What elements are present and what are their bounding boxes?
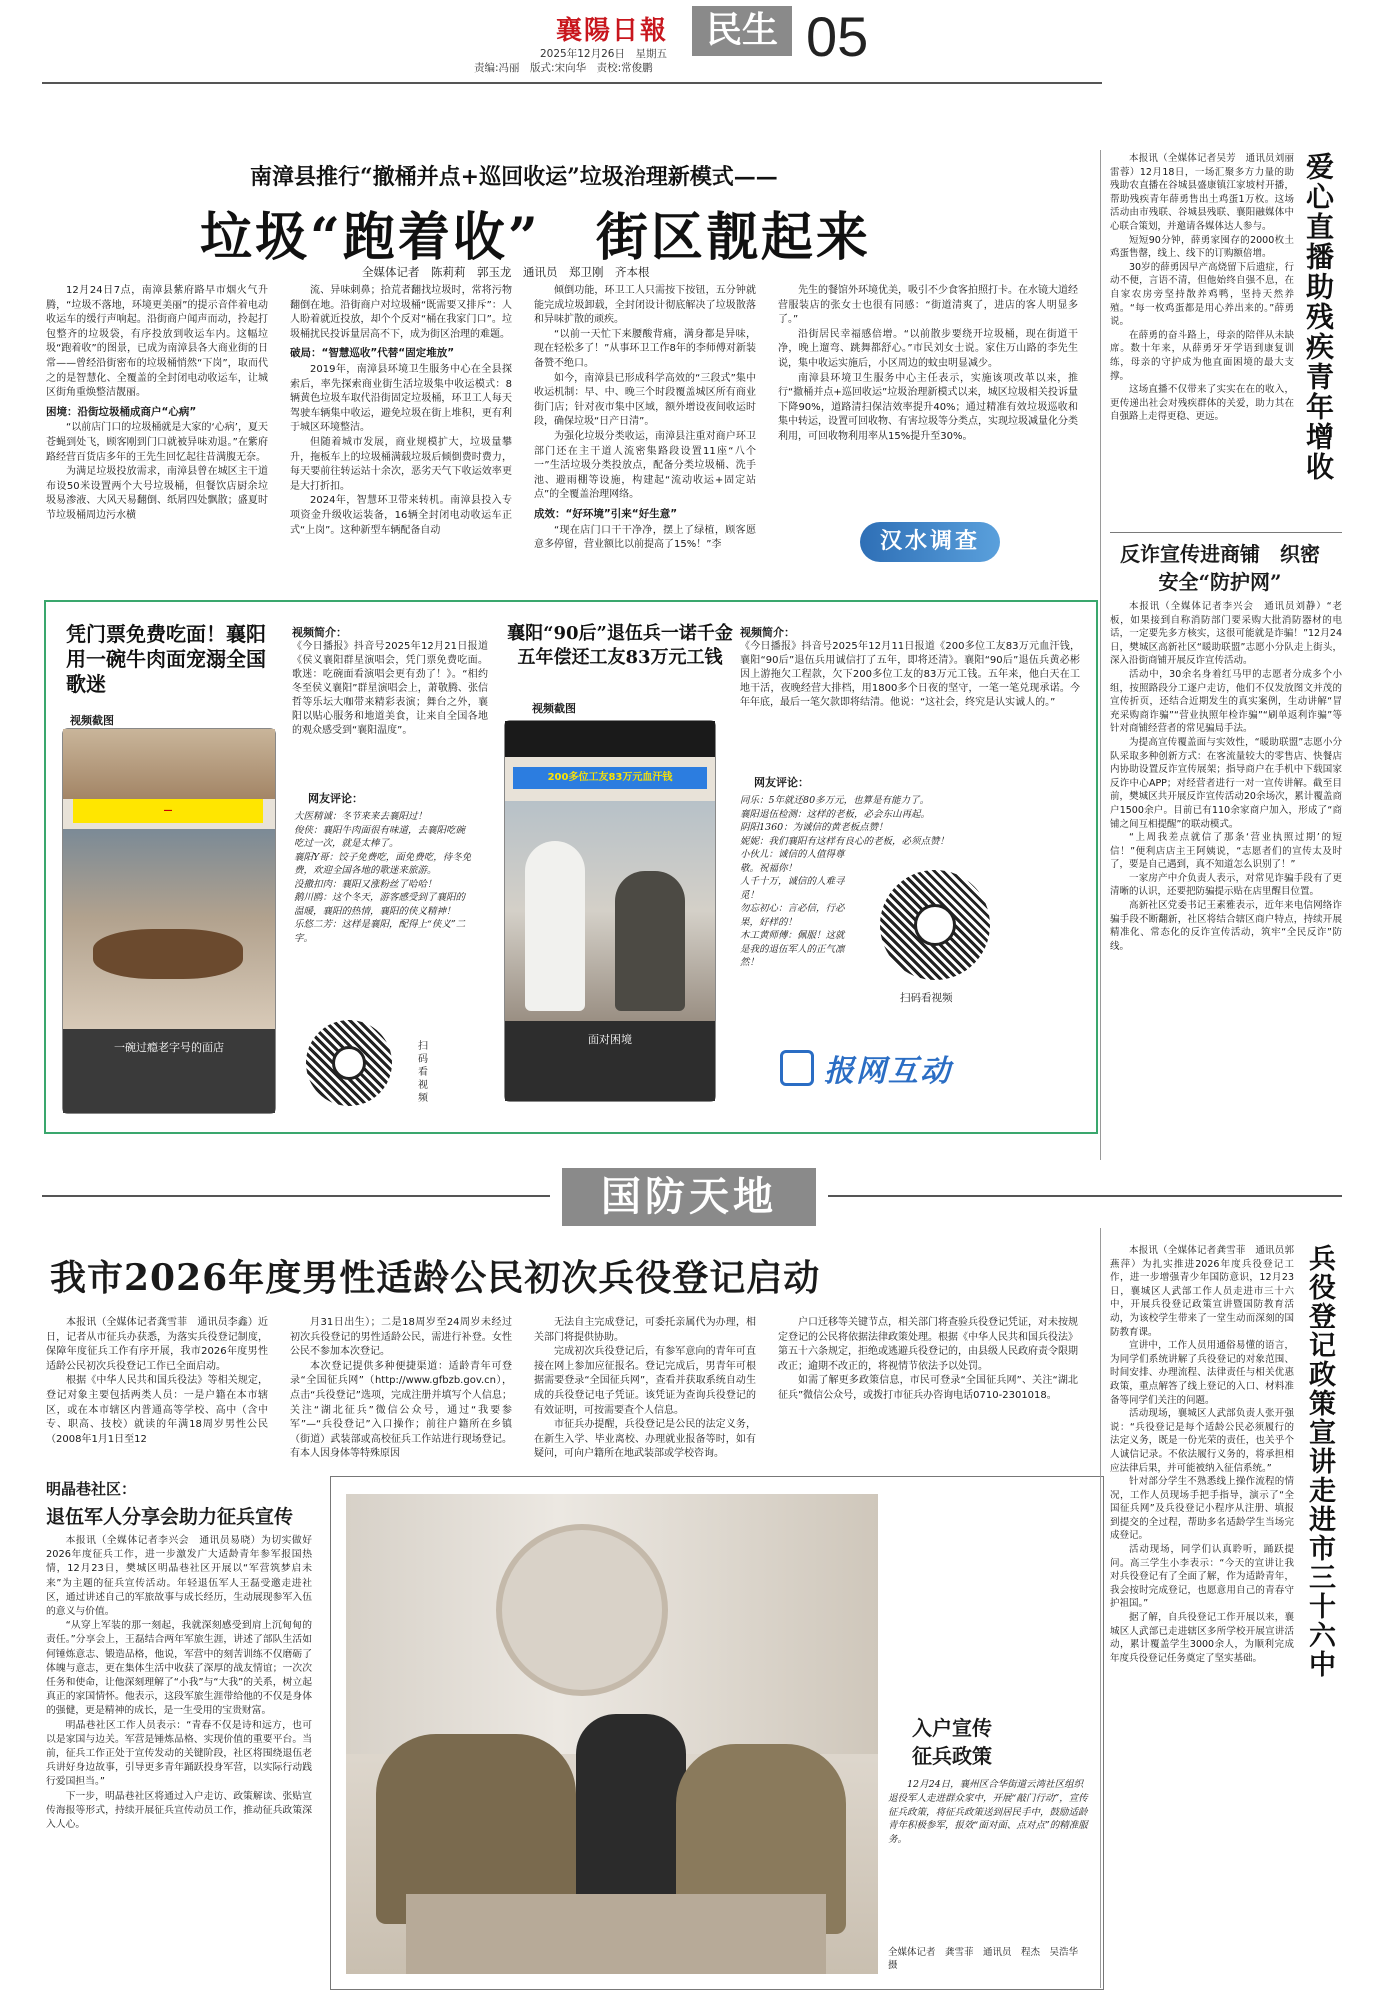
story2-intro-head: 视频简介： [740, 626, 795, 639]
story1-comment-6: 乐悠二芳：这样是襄阳，配得上“侠义”二字。 [294, 919, 466, 944]
lead-col-1 [46, 284, 268, 586]
defense-col-4 [778, 1316, 1078, 1464]
story2-qr-code[interactable] [880, 870, 990, 980]
military-policy-title: 兵役登记政策宣讲走进市三十六中 [1304, 1244, 1335, 1679]
investigation-badge [860, 522, 1000, 562]
lead-col3-subhead: 成效：“好环境”引来“好生意” [534, 507, 678, 520]
interaction-badge-label: 报网互动 [824, 1054, 952, 1089]
investigation-badge-label: 汉水调查 [879, 529, 980, 554]
defense-rule-right [828, 1195, 1342, 1197]
story2-comments-head: 网友评论： [754, 776, 809, 789]
lead-col3-para-2: “以前一天忙下来腰酸背痛，满身都是异味，现在轻松多了！”从事环卫工作8年的李师傅对新装备赞不绝口。 [534, 328, 756, 369]
livestream-para-5: 这场直播不仅带来了实实在在的收入，更传递出社会对残疾群体的关爱，助力其在自强路上走得更稳、更远。 [1110, 384, 1294, 423]
story1-comment-4: 没撒扣肉：襄阳又涨粉丝了哈哈！ [294, 878, 437, 890]
story2-intro: 《今日播报》抖音号2025年12月11日报道《200多位工友83万元血汗钱，襄阳“90后”退伍兵用诚信打了五年，即将还清》。襄阳“90后”退伍兵黄必彬因上游拖欠工程款，欠下200多位工友的83万元工钱。五年来，他白天在工地干活，夜晚经营大排档，用1800多个日夜的坚守，一笔一笔兑现承诺。今年年底，最后一笔欠款即将结清。他说：“这社会，终究是认实诚人的。” [740, 641, 1080, 708]
anti-fraud-para-6: 高新社区党委书记王素雅表示，近年来电信网络诈骗手段不断翻新，社区将结合辖区商户特点，持续开展精准化、常态化的反诈宣传活动，筑牢“全民反诈”防线。 [1110, 900, 1342, 952]
story1-phone-screenshot: — 一碗过瘾老字号的面店 [62, 728, 276, 1114]
defense-headline: 我市2026年度男性适龄公民初次兵役登记启动 [50, 1257, 821, 1299]
play-icon [914, 904, 956, 946]
military-para-1: 本报讯（全媒体记者龚雪菲 通讯员郭燕萍）为扎实推进2026年度兵役登记工作，进一步增强青少年国防意识，12月23日，襄城区人武部工作人员走进市三十六中，开展兵役登记政策宣讲暨国防教育活动，为该校学生带来了一堂生动而深刻的国防教育课。 [1110, 1245, 1294, 1338]
photo-title-1: 入户宣传 [912, 1716, 992, 1740]
military-para-4: 针对部分学生不熟悉线上操作流程的情况，工作人员现场手把手指导，演示了“全国征兵网”及兵役登记小程序从注册、填报到提交的全过程，帮助多名适龄学生当场完成登记。 [1110, 1476, 1294, 1542]
lead-col4-para-3: 南漳县环境卫生服务中心主任表示，实施该项改革以来，推行“撤桶并点+巡回收运”垃圾治理新模式以来，城区垃圾相关投诉量下降90%，道路清扫保洁效率提升40%；通过精准有效垃圾巡收和集中转运，设置可回收物、有害垃圾等分类点，实现垃圾减量化分类利用，可回收物利用率从15%提升至30%。 [778, 372, 1078, 442]
lead-col2-para: 流、异味刺鼻；拾荒者翻找垃圾时，常将污物翻倒在地。沿街商户对垃圾桶“既需要又排斥”：人人盼着就近投放，却个个反对“桶在我家门口”。垃圾桶扰民投诉量居高不下，成为街区治理的难题。 [290, 285, 512, 340]
story2-comment-2: 襄阳退伍检测：这样的老板，必会东山再起。 [740, 808, 931, 820]
lead-col2b-para-1: 2019年，南漳县环境卫生服务中心在全县探索后，率先探索商业街生活垃圾集中收运模式：8辆黄色垃圾车取代沿街固定垃圾桶，环卫工人每天驾驶车辆集中收运，避免垃圾在街上堆积，更有利于城区环境整洁。 [290, 363, 512, 434]
defense-col1-para-2: 根据《中华人民共和国兵役法》等相关规定，登记对象主要包括两类人员：一是户籍在本市辖区，或在本市辖区内普通高等学校、高中（含中专、职高、技校）就读的年满18周岁男性公民（2008年1月1日至12 [46, 1375, 268, 1445]
story1-phone-caption: 一碗过瘾老字号的面店 [114, 1041, 224, 1054]
anti-fraud-para-5: 一家房产中介负责人表示，对常见诈骗手段有了更清晰的认识，还要把防骗提示贴在店里醒目位置。 [1110, 872, 1342, 898]
anti-fraud-para-2: 活动中，30余名身着红马甲的志愿者分成多个小组，按照路段分工逐户走访，他们不仅发放图文并茂的宣传折页，还结合近期发生的真实案例，生动讲解“冒充采购商诈骗”“营业执照年检诈骗”“刷单返利诈骗”等针对商铺经营者的常见骗局手法。 [1110, 668, 1342, 735]
disabled-livestream-body [1110, 152, 1304, 524]
section-badge [692, 6, 792, 56]
lead-col-2 [290, 284, 512, 586]
lead-col1b-para-2: 为满足垃圾投放需求，南漳县曾在城区主干道布设50米设置两个大号垃圾桶，但餐饮店厨余垃圾易渗液、大风天易翻倒、纸屑四处飘散；盛夏时节垃圾桶周边污水横 [46, 466, 268, 521]
lead-col3-para-1: 倾倒功能，环卫工人只需按下按钮，五分钟就能完成垃圾卸载，全封闭设计彻底解决了垃圾散落和异味扩散的顽疾。 [534, 285, 756, 326]
section-name: 民生 [705, 10, 778, 51]
story1-intro-head: 视频简介： [292, 626, 347, 639]
page-number: 05 [806, 5, 869, 68]
defense-col3-para-1: 无法自主完成登记，可委托亲属代为办理，相关部门将提供协助。 [534, 1317, 756, 1343]
story1-qr-label: 扫码看视频 [418, 1041, 428, 1104]
story1-comment-3: 襄阳Y哥：饺子免费吃，面免费吃，待冬免费，欢迎全国各地的歌迷来旅游。 [294, 851, 472, 876]
lead-byline: 全媒体记者 陈莉莉 郭玉龙 通讯员 郑卫刚 齐本根 [362, 265, 650, 279]
anti-fraud-para-1: 本报讯（全媒体记者李兴会 通讯员刘静）“老板，如果接到自称消防部门要采购大批消防器材的电话，一定要先多方核实，这很可能就是诈骗！”12月24日，樊城区高新社区“暖助联盟”志愿小分队走上街头，深入沿街商铺开展反诈宣传活动。 [1110, 601, 1342, 667]
defense-col-1 [46, 1316, 268, 1464]
defense-col4-para-1: 户口迁移等关键节点，相关部门将查验兵役登记凭证，对未按规定登记的公民将依据法律政策处理。根据《中华人民共和国兵役法》第五十六条规定，拒绝或逃避兵役登记的，由县级人民政府责令限期改正；逾期不改正的，将视情节依法予以处罚。 [778, 1317, 1078, 1372]
livestream-para-3: 30岁的薛勇因早产高烧留下后遗症，行动不便，言语不清，但他始终自强不息，在自家农房旁坚持散养鸡鸭，坚持天然养殖。“每一枚鸡蛋都是用心养出来的。”薛勇说。 [1110, 261, 1294, 328]
story2-comment-7: 勿忘初心：言必信，行必果，好样的！ [740, 903, 845, 928]
anti-fraud-title: 反诈宣传进商铺 织密安全“防护网” [1120, 542, 1320, 594]
veteran-title: 退伍军人分享会助力征兵宣传 [46, 1506, 294, 1528]
lead-col1-para: 12月24日7点，南漳县紫府路早市烟火气升腾，“垃圾不落地，环境更美丽”的提示音伴着电动收运车的缓行声响起。沿街商户闻声而动，拎起打包整齐的垃圾袋，有序投放到收运车内。这幅垃圾“跑着收”的图景，已成为南漳县各大商业街的日常——曾经沿街密布的垃圾桶悄然“下岗”，取而代之的是智慧化、全覆盖的全封闭电动收运车，让城区街角重焕整洁靓丽。 [46, 285, 268, 399]
story2-comment-8: 木工黄师傅：佩服！这就是我的退伍军人的正气凛然！ [740, 930, 845, 968]
story2-qr-label: 扫码看视频 [900, 992, 953, 1004]
lead-right-divider [1100, 150, 1101, 1160]
veteran-para-1: 本报讯（全媒体记者李兴会 通讯员易晓）为切实做好2026年度征兵工作，进一步激发广大适龄青年参军报国热情，12月23日，樊城区明晶巷社区开展以“军营筑梦启未来”为主题的征兵宣传活动。年轻退伍军人王磊受邀走进社区，通过讲述自己的军旅故事与成长经历，生动展现参军入伍的意义与价值。 [46, 1535, 312, 1618]
military-policy-body [1110, 1244, 1294, 1988]
story1-comment-2: 俊侠：襄阳牛肉面很有味道，去襄阳吃碗吃过一次，就是太棒了。 [294, 824, 466, 849]
lead-col4-para-1: 先生的餐馆外环境优美，吸引不少食客拍照打卡。在水镜大道经营服装店的张女士也很有同感：“街道清爽了，进店的客人明显多了。” [778, 285, 1078, 326]
story1-comments-head: 网友评论： [308, 792, 363, 805]
home-visit-photo [346, 1494, 878, 1974]
military-para-3: 活动现场，襄城区人武部负责人张开强说：“兵役登记是每个适龄公民必须履行的法定义务，既是一份光荣的责任，也关乎个人诚信记录。不依法履行义务的，将承担相应法律后果，并可能被纳入征信系统。” [1110, 1408, 1294, 1474]
defense-rule-left [42, 1195, 550, 1197]
story2-title: 襄阳“90后”退伍兵一诺千金五年偿还工友83万元工钱 [507, 623, 733, 668]
lead-col3b-para: “现在店门口干干净净，摆上了绿植，顾客愿意多停留，营业额比以前提高了15%！”李 [534, 524, 756, 551]
story1-comments [294, 810, 472, 945]
defense-banner-label: 国防天地 [601, 1174, 777, 1220]
disabled-livestream-title: 爱心直播助残疾青年增收 [1302, 152, 1335, 482]
defense-col4-para-2: 如需了解更多政策信息，市民可登录“全国征兵网”、关注“湖北征兵”微信公众号，或拨打市征兵办咨询电话0710-2301018。 [778, 1375, 1078, 1401]
defense-right-divider [1100, 1228, 1101, 1988]
defense-col2-para-1: 月31日出生）；二是18周岁至24周岁未经过初次兵役登记的男性适龄公民，需进行补登。女性公民不参加本次登记。 [290, 1317, 512, 1358]
defense-col3-para-3: 市征兵办提醒，兵役登记是公民的法定义务，在新生入学、毕业离校、办理就业报备等时，如有疑问，可向户籍所在地武装部或学校咨询。 [534, 1419, 756, 1460]
lead-col2-subhead: 破局：“智慧巡收”代替“固定堆放” [290, 347, 455, 360]
story1-comment-5: 鹅川鸥：这个冬天，游客感受到了襄阳的温暖，襄阳的热情，襄阳的侠义精神！ [294, 892, 466, 917]
play-icon [332, 1046, 366, 1080]
veteran-para-4: 下一步，明晶巷社区将通过入户走访、政策解读、张贴宣传海报等形式，持续开展征兵宣传动员工作，推动征兵政策深入人心。 [46, 1790, 312, 1831]
date-line: 2025年12月26日 星期五 [540, 48, 667, 60]
lead-col3-para-4: 为强化垃圾分类收运，南漳县注重对商户环卫部门还在主干道人流密集路段设置11座“八个一”生活垃圾分类投放点，配备分类垃圾桶、洗手池、避雨棚等设施，构建起“流动收运+固定站点”的全覆盖治理网络。 [534, 430, 756, 501]
military-para-6: 据了解，自兵役登记工作开展以来，襄城区人武部已走进辖区多所学校开展宣讲活动，累计覆盖学生3000余人，为顺利完成年度兵役登记任务奠定了坚实基础。 [1110, 1612, 1294, 1664]
livestream-para-2: 短短90分钟，薛勇家囤存的2000枚土鸡蛋售罄，线上、线下的订购额倍增。 [1110, 234, 1294, 260]
phone-icon [780, 1050, 814, 1086]
story1-qr-code[interactable] [306, 1020, 392, 1106]
photo-credit: 全媒体记者 龚雪菲 通讯员 程杰 吴浩华 摄 [888, 1947, 1088, 1971]
military-para-5: 活动现场，同学们认真聆听，踊跃提问。高三学生小李表示：“今天的宣讲让我对兵役登记有了全面了解，作为适龄青年，我会按时完成登记，也愿意用自己的青春守护祖国。” [1110, 1544, 1294, 1610]
defense-banner [562, 1168, 816, 1226]
veteran-body [46, 1534, 312, 1982]
story1-video-label: 视频截图 [70, 714, 114, 727]
story2-comment-4: 妮妮：我们襄阳有这样有良心的老板，必须点赞！ [740, 835, 950, 847]
veteran-kicker: 明晶巷社区： [46, 1480, 137, 1498]
masthead-rule [42, 82, 1102, 84]
livestream-para-4: 在薛勇的奋斗路上，母亲的陪伴从未缺席。数十年来，从薛勇牙牙学语到康复训练，母亲的守护成为他直面困境的最大支撑。 [1110, 329, 1294, 382]
story1-intro: 《今日播报》抖音号2025年12月21日报道《侯义襄阳群星演唱会，凭门票免费吃面。歌迷：吃碗面看演唱会更有劲了！》。“相约冬至侯义襄阳”群星演唱会上，萧敬腾、张信哲等乐坛大咖带来精彩表演；舞台之外，襄阳以贴心服务和地道美食，让来自全国各地的观众感受到“襄阳温度”。 [292, 641, 488, 736]
anti-fraud-para-4: “上周我差点就信了那条‘营业执照过期’的短信！”便利店店主王阿姨说，“志愿者们的宣传太及时了，要是自己遇到，真不知道怎么识别了！” [1110, 832, 1342, 871]
lead-col1-subhead: 困境：沿街垃圾桶成商户“心病” [46, 405, 197, 418]
anti-fraud-para-3: 为提高宣传覆盖面与实效性，“暖助联盟”志愿小分队采取多种创新方式：在客流量较大的零售店、快餐店内协助设置反诈宣传展架；指导商户在手机中下载国家反诈中心APP；对经营者进行一对一宣传讲解。截至目前，樊城区共开展反诈宣传活动20余场次，累计覆盖商户1500余户。目前已有110余家商户加入，形成了“商铺之间互相提醒”的联动模式。 [1110, 736, 1342, 830]
editors-line: 责编:冯丽 版式:宋向华 责校:常俊鹏 [474, 62, 653, 74]
story2-comment-1: 同乐：5年就还80多万元，也算是有能力了。 [740, 795, 930, 806]
defense-col-2 [290, 1316, 512, 1464]
veteran-para-2: “从穿上军装的那一刻起，我就深刻感受到肩上沉甸甸的责任。”分享会上，王磊结合两年军旅生涯，讲述了部队生活如何锤炼意志、锻造品格，他说，军营中的刻苦训练不仅磨砺了体魄与意志，更在集体生活中收获了深厚的战友情谊；一次次任务和使命，让他深刻理解了“小我”与“大我”的关系，树立起真正的家国情怀。他表示，这段军旅生涯带给他的不仅是身体的强健，更是精神的成长，是一生受用的宝贵财富。 [46, 1620, 312, 1717]
lead-kicker: 南漳县推行“撤桶并点+巡回收运”垃圾治理新模式—— [250, 164, 778, 190]
defense-col-3 [534, 1316, 756, 1464]
story2-phone-banner: 200多位工友83万元血汗钱 [513, 767, 707, 789]
photo-caption: 12月24日，襄州区合华街道云湾社区组织退役军人走进群众家中，开展“敲门行动”，宣传征兵政策，将征兵政策送到居民手中，鼓励适龄青年积极参军，报效“面对面、点对点”的精准服务。 [888, 1779, 1088, 1846]
right-section-divider [1110, 532, 1342, 533]
lead-col4-para-2: 沿街居民幸福感倍增。“以前散步要绕开垃圾桶，现在街道干净，晚上遛弯、跳舞都舒心。”市民刘女士说。家住万山路的李先生说，集中收运实施后，小区周边的蚊虫明显减少。 [778, 328, 1078, 369]
lead-col-3 [534, 284, 756, 586]
defense-col2-para-2: 本次登记提供多种便捷渠道：适龄青年可登录“全国征兵网”（http://www.gfbzb.gov.cn），点击“兵役登记”选项，完成注册并填写个人信息；关注“湖北征兵”微信公众号，通过“我要参军”—“兵役登记”入口操作；前往户籍所在乡镇（街道）武装部或高校征兵工作站进行现场登记。有本人因身体等特殊原因 [290, 1360, 512, 1460]
lead-col3-para-3: 如今，南漳县已形成科学高效的“三段式”集中收运机制：早、中、晚三个时段覆盖城区所有商业街门店；针对夜市集中区域，额外增设夜间收运时段，确保垃圾“日产日清”。 [534, 372, 756, 428]
lead-col-4 [778, 284, 1078, 526]
paper-name: 襄陽日報 [556, 16, 669, 46]
story2-comment-3: 阴阳1360：为诚信的黄老板点赞！ [740, 822, 888, 833]
defense-col3-para-2: 完成初次兵役登记后，有参军意向的青年可直接在网上参加应征报名。登记完成后，男青年可根据需要登录“全国征兵网”，查看并获取系统自动生成的兵役登记电子凭证。该凭证为查询兵役登记的有效证明，可按需要查个人信息。 [534, 1346, 756, 1416]
livestream-para-1: 本报讯（全媒体记者吴芳 通讯员刘丽 雷蓉）12月18日，一场汇聚多方力量的助残助农直播在谷城县盛康镇江家坡村开播，帮助残疾青年薛勇售出土鸡蛋1万枚。这场活动由市残联、谷城县残联、襄阳融媒体中心联合策划，并邀请各媒体达人参与。 [1110, 153, 1304, 232]
story2-phone-caption: 面对困境 [588, 1033, 632, 1046]
lead-col2b-para-3: 2024年，智慧环卫带来转机。南漳县投入专项资金升级收运装备，16辆全封闭电动收运车正式“上岗”。这种新型车辆配备自动 [290, 495, 512, 536]
anti-fraud-body [1110, 600, 1342, 1140]
defense-col1-para-1: 本报讯（全媒体记者龚雪菲 通讯员李鑫）近日，记者从市征兵办获悉，为落实兵役登记制度，保障年度征兵工作有序开展，我市2026年度男性适龄公民初次兵役登记工作已全面启动。 [46, 1317, 268, 1372]
lead-headline: 垃圾“跑着收” 街区靓起来 [200, 207, 871, 268]
veteran-para-3: 明晶巷社区工作人员表示：“青春不仅是诗和远方，也可以是家国与边关。军营是锤炼品格、实现价值的重要平台。当前，征兵工作正处于宣传发动的关键阶段，社区将围绕退伍老兵讲好身边故事，引导更多青年踊跃投身军营，以实际行动践行爱国担当。” [46, 1719, 312, 1788]
lead-col1b-para-1: “以前店门口的垃圾桶就是大家的‘心病’，夏天苍蝇到处飞，顾客刚到门口就被异味劝退。”在紫府路经营百货店多年的王先生回忆起往昔满腹无奈。 [46, 422, 268, 463]
story2-video-label: 视频截图 [532, 702, 576, 715]
story1-title: 凭门票免费吃面！襄阳用一碗牛肉面宠溺全国歌迷 [66, 622, 266, 696]
military-para-2: 宣讲中，工作人员用通俗易懂的语言，为同学们系统讲解了兵役登记的对象范围、时间安排、办理流程、法律责任与相关优惠政策，重点解答了线上登记的入口、材料准备等同学们关注的问题。 [1110, 1340, 1294, 1406]
story2-comment-5: 小伙儿：诚信的人值得尊敬。祝福你！ [740, 849, 845, 874]
story1-comment-1: 大医精诚：冬节来来去襄阳过！ [294, 811, 428, 822]
lead-col2b-para-2: 但随着城市发展，商业规模扩大，垃圾量攀升，拖板车上的垃圾桶满载垃圾后倾倒费时费力，每天要前往转运站十余次，恶劣天气下收运效率更是大打折扣。 [290, 436, 512, 492]
interaction-badge [780, 1040, 1000, 1094]
photo-title-2: 征兵政策 [912, 1744, 992, 1768]
story2-comment-6: 人千十万，诚信的人难寻觅！ [740, 876, 845, 901]
story2-phone-screenshot [504, 720, 716, 1102]
